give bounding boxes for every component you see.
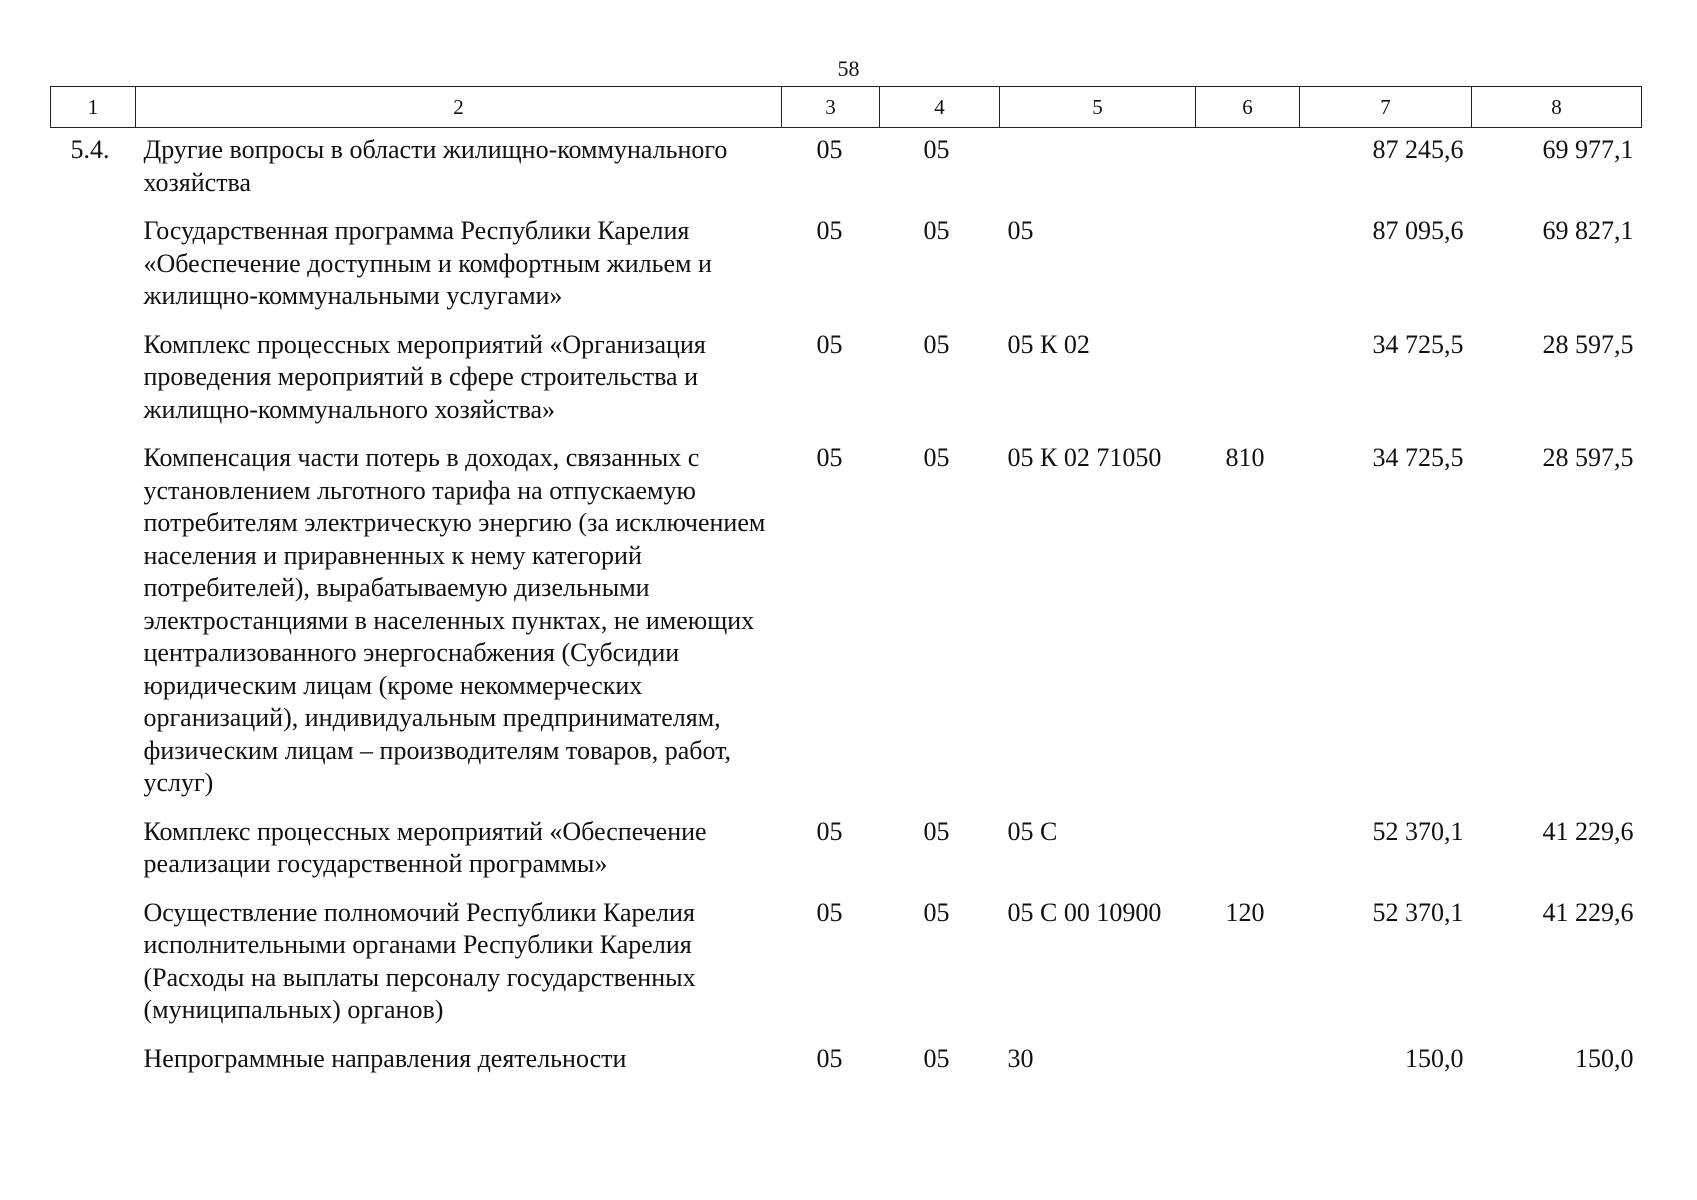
row-section-code: 05 [816, 216, 843, 245]
table-row [51, 321, 1642, 435]
column-header-6: 6 [1196, 87, 1300, 128]
row-number [51, 808, 136, 889]
table-row [51, 808, 1642, 889]
row-section-code: 05 [816, 329, 843, 359]
row-name: Государственная программа Республики Карелия «Обеспечение доступным и комфортным жильем и жилищно-коммунальными услугами» [143, 216, 712, 310]
row-amount-col8: 41 229,6 [1542, 816, 1634, 846]
row-amount-col8: 69 977,1 [1542, 135, 1634, 164]
table-row [51, 1035, 1642, 1084]
row-expense-type [1196, 321, 1300, 435]
table-row [51, 434, 1642, 808]
row-name: Комплекс процессных мероприятий «Организация проведения мероприятий в сфере строительства и жилищно-коммунального хозяйства» [143, 329, 706, 424]
row-target-code: 05 С 00 10900 [1007, 897, 1162, 927]
column-header-8: 8 [1472, 87, 1642, 128]
table-row [51, 207, 1642, 321]
budget-table [50, 86, 1642, 1083]
table-row [51, 128, 1642, 208]
row-target-code: 05 К 02 [1007, 329, 1090, 359]
column-header-3: 3 [782, 87, 880, 128]
row-subsection-code: 05 [923, 135, 950, 164]
row-name: Осуществление полномочий Республики Карелия исполнительными органами Республики Карелия (Расходы на выплаты персоналу государственных (муниципальных) органов) [143, 897, 696, 1024]
table-header-row [51, 87, 1642, 128]
row-section-code: 05 [816, 443, 843, 472]
row-subsection-code: 05 [923, 816, 950, 846]
row-amount-col8: 28 597,5 [1542, 443, 1634, 472]
row-target-code: 05 [1007, 216, 1034, 245]
column-header-5: 5 [1000, 87, 1196, 128]
row-number [51, 207, 136, 321]
row-number [51, 1035, 136, 1084]
row-amount-col8: 28 597,5 [1542, 329, 1634, 359]
row-target-code: 05 К 02 71050 [1007, 443, 1162, 472]
row-amount-col7: 150,0 [1405, 1043, 1464, 1073]
row-number: 5.4. [70, 135, 110, 164]
row-amount-col8: 69 827,1 [1542, 216, 1634, 245]
row-target-code [1000, 128, 1196, 208]
row-amount-col7: 34 725,5 [1372, 329, 1464, 359]
column-header-4: 4 [880, 87, 1000, 128]
row-expense-type [1196, 207, 1300, 321]
row-amount-col7: 34 725,5 [1372, 443, 1464, 472]
row-amount-col7: 52 370,1 [1372, 816, 1464, 846]
row-expense-type: 810 [1225, 443, 1265, 472]
row-amount-col8: 150,0 [1575, 1043, 1634, 1073]
column-header-7: 7 [1300, 87, 1472, 128]
row-number [51, 434, 136, 808]
row-section-code: 05 [816, 1043, 843, 1073]
row-target-code: 30 [1007, 1043, 1034, 1073]
row-subsection-code: 05 [923, 1043, 950, 1073]
row-amount-col8: 41 229,6 [1542, 897, 1634, 927]
row-name: Другие вопросы в области жилищно-коммунального хозяйства [143, 135, 728, 197]
row-amount-col7: 87 095,6 [1372, 216, 1464, 245]
row-section-code: 05 [816, 897, 843, 927]
row-subsection-code: 05 [923, 443, 950, 472]
row-name: Комплекс процессных мероприятий «Обеспечение реализации государственной программы» [143, 816, 707, 878]
row-section-code: 05 [816, 816, 843, 846]
row-subsection-code: 05 [923, 897, 950, 927]
row-amount-col7: 87 245,6 [1372, 135, 1464, 164]
row-amount-col7: 52 370,1 [1372, 897, 1464, 927]
row-target-code: 05 С [1007, 816, 1058, 846]
page-number: 58 [837, 56, 860, 81]
row-expense-type: 120 [1225, 897, 1265, 927]
row-name: Компенсация части потерь в доходах, связанных с установлением льготного тарифа на отпускаемую потребителям электрическую энергию (за исключением населения и приравненных к нему категорий потребителей), вырабатываемую дизельными электростанциями в населенных пунктах, не имеющих централизованного энергоснабжения (Субсидии юридическим лицам (кроме некоммерческих организаций), индивидуальным предпринимателям, физическим лицам – производителям товаров, работ, услуг) [143, 443, 766, 797]
row-expense-type [1196, 128, 1300, 208]
column-header-2: 2 [136, 87, 782, 128]
column-header-1: 1 [51, 87, 136, 128]
row-name: Непрограммные направления деятельности [143, 1043, 627, 1073]
row-number [51, 321, 136, 435]
row-subsection-code: 05 [923, 329, 950, 359]
table-row [51, 889, 1642, 1035]
row-section-code: 05 [816, 135, 843, 164]
row-expense-type [1196, 808, 1300, 889]
row-expense-type [1196, 1035, 1300, 1084]
row-number [51, 889, 136, 1035]
row-subsection-code: 05 [923, 216, 950, 245]
